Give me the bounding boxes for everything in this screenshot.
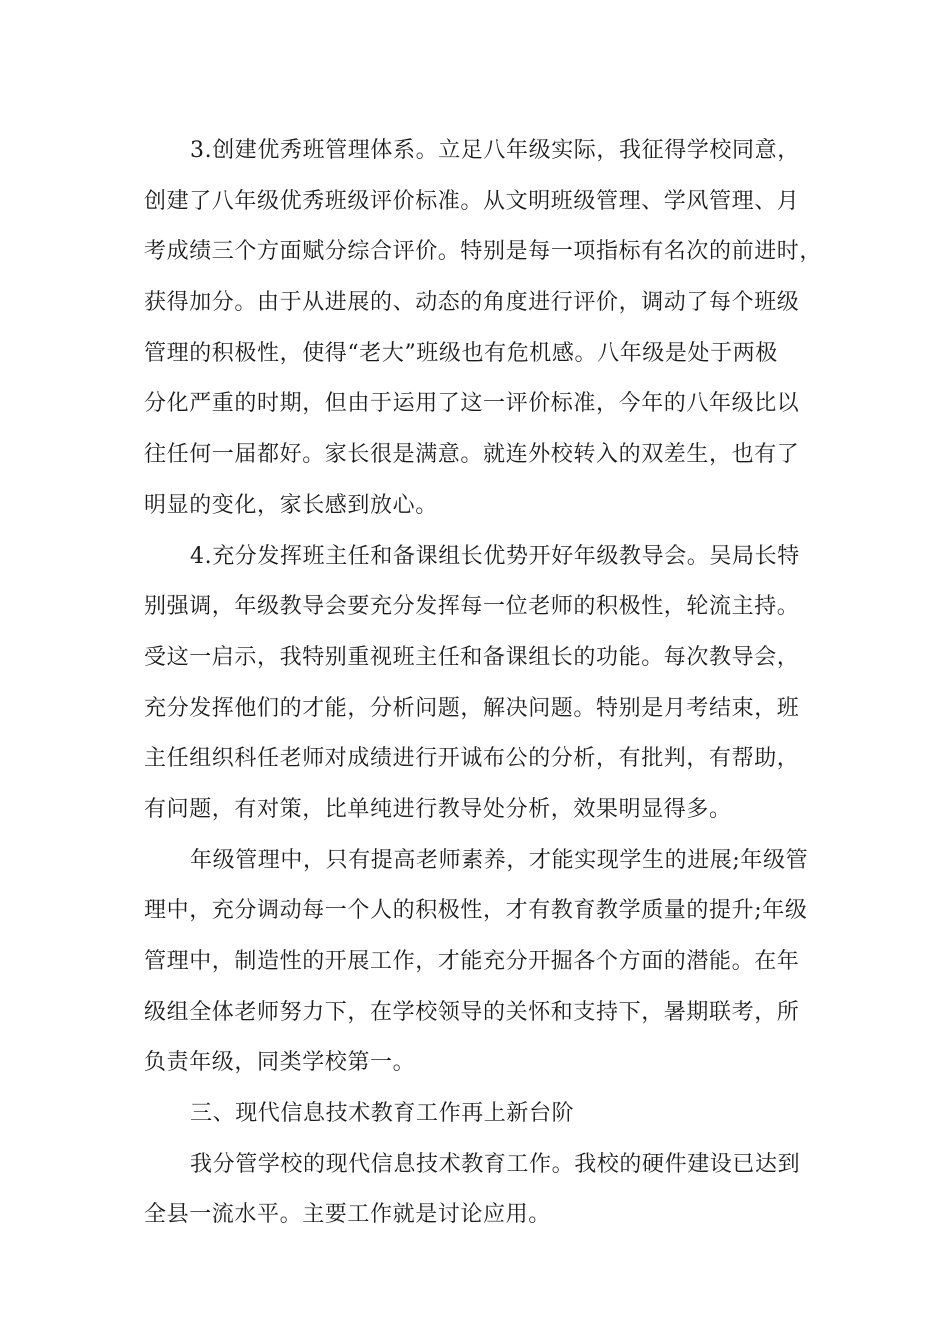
text-line: 别强调，年级教导会要充分发挥每一位老师的积极性，轮流主持。	[144, 594, 800, 620]
text-line: 我分管学校的现代信息技术教育工作。我校的硬件建设已达到	[190, 1151, 801, 1177]
text-line: 管理中，制造性的开展工作，才能充分开掘各个方面的潜能。在年	[144, 949, 800, 974]
text-line: 全县一流水平。主要工作就是讨论应用。	[144, 1202, 551, 1228]
text-line: 主任组织科任老师对成绩进行开诚布公的分析，有批判，有帮助，	[144, 746, 800, 772]
text-line: 受这一启示，我特别重视班主任和备课组长的功能。每次教导会，	[144, 644, 800, 670]
text-line: 4.充分发挥班主任和备课组长优势开好年级教导会。吴局长特	[190, 543, 800, 569]
text-line: 考成绩三个方面赋分综合评价。特别是每一项指标有名次的前进时，	[144, 239, 823, 265]
document-body	[144, 126, 829, 1241]
text-line: 级组全体老师努力下，在学校领导的关怀和支持下，暑期联考，所	[144, 999, 800, 1025]
section-heading: 三、现代信息技术教育工作再上新台阶	[190, 1101, 575, 1127]
text-line: 3.创建优秀班管理体系。立足八年级实际，我征得学校同意，	[190, 138, 800, 163]
text-line: 管理的积极性，使得“老大”班级也有危机感。八年级是处于两极	[144, 340, 778, 366]
text-line: 获得加分。由于从进展的、动态的角度进行评价，调动了每个班级	[144, 290, 800, 316]
text-line: 有问题，有对策，比单纯进行教导处分析，效果明显得多。	[144, 796, 732, 822]
text-line: 往任何一届都好。家长很是满意。就连外校转入的双差生，也有了	[144, 442, 800, 468]
text-line: 负责年级，同类学校第一。	[144, 1050, 416, 1076]
text-line: 分化严重的时期，但由于运用了这一评价标准，今年的八年级比以	[144, 391, 800, 417]
text-line: 理中，充分调动每一个人的积极性，才有教育教学质量的提升;年级	[144, 898, 808, 924]
text-line: 年级管理中，只有提高老师素养，才能实现学生的进展;年级管	[190, 847, 809, 873]
text-line: 创建了八年级优秀班级评价标准。从文明班级管理、学风管理、月	[144, 188, 800, 214]
text-line: 充分发挥他们的才能，分析问题，解决问题。特别是月考结束，班	[144, 695, 800, 721]
text-line: 明显的变化，家长感到放心。	[144, 492, 438, 518]
